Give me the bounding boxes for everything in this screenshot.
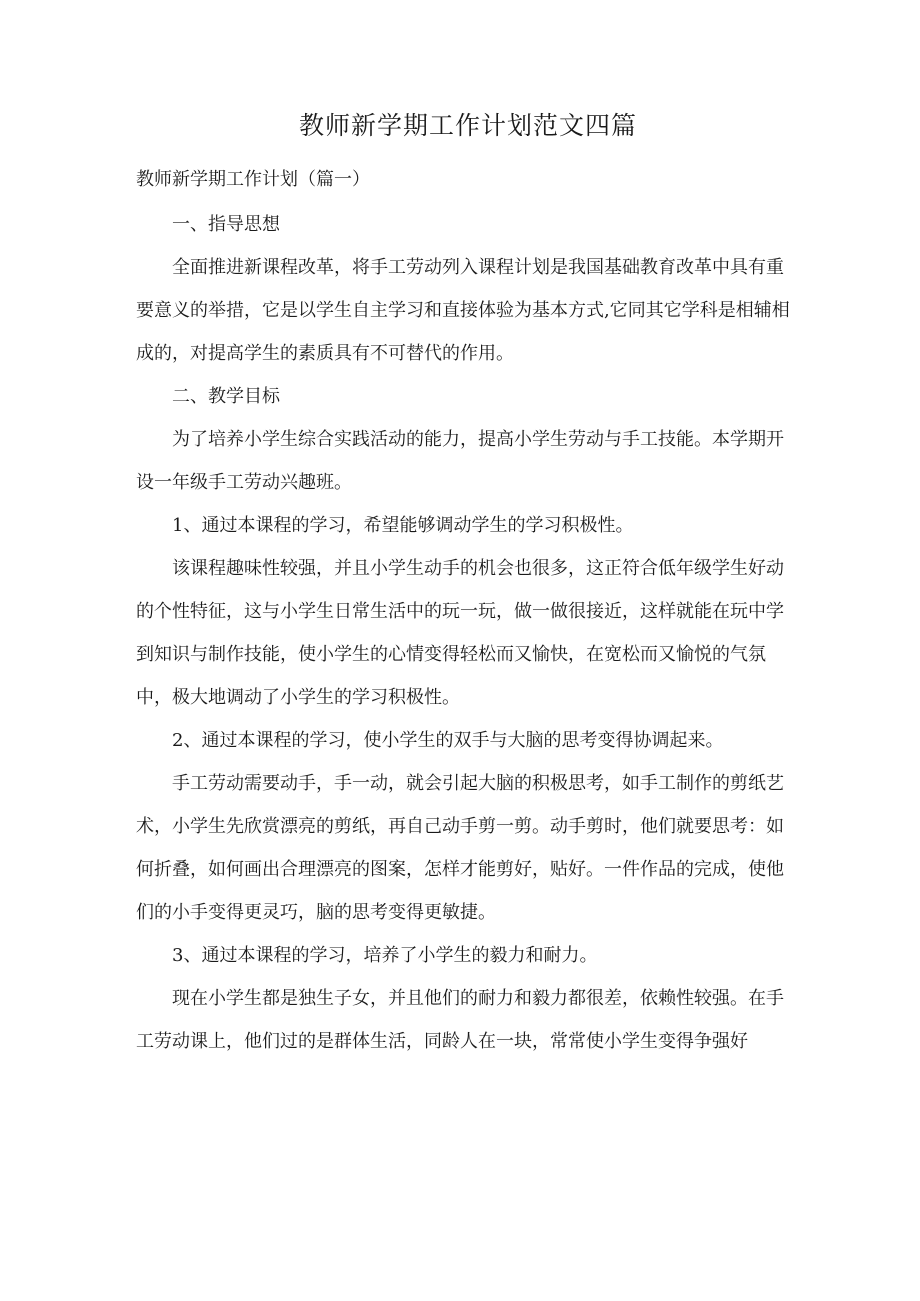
section-heading: 一、指导思想	[172, 214, 280, 235]
paragraph: 该课程趣味性较强，并且小学生动手的机会也很多，这正符合低年级学生好动的个性特征，这与小学生日常生活中的玩一玩，做一做很接近，这样就能在玩中学到知识与制作技能，使小学生的心情变得轻松而又愉快，在宽松而又愉悦的气氛中，极大地调动了小学生的学习积极性。	[136, 558, 784, 708]
document-title: 教师新学期工作计划范文四篇	[298, 111, 637, 140]
paragraph: 为了培养小学生综合实践活动的能力，提高小学生劳动与手工技能。本学期开设一年级手工劳动兴趣班。	[136, 429, 784, 493]
numbered-heading: 2、通过本课程的学习，使小学生的双手与大脑的思考变得协调起来。	[172, 730, 724, 751]
paragraph: 手工劳动需要动手，手一动，就会引起大脑的积极思考，如手工制作的剪纸艺术，小学生先欣赏漂亮的剪纸，再自己动手剪一剪。动手剪时，他们就要思考：如何折叠，如何画出合理漂亮的图案，怎样才能剪好，贴好。一件作品的完成，使他们的小手变得更灵巧，脑的思考变得更敏捷。	[136, 773, 784, 923]
paragraph: 全面推进新课程改革，将手工劳动列入课程计划是我国基础教育改革中具有重要意义的举措，它是以学生自主学习和直接体验为基本方式,它同其它学科是相辅相成的，对提高学生的素质具有不可替代的作用。	[136, 257, 790, 364]
numbered-heading: 1、通过本课程的学习，希望能够调动学生的学习积极性。	[172, 515, 634, 536]
paragraph: 现在小学生都是独生子女，并且他们的耐力和毅力都很差，依赖性较强。在手工劳动课上，他们过的是群体生活，同龄人在一块，常常使小学生变得争强好	[136, 988, 784, 1052]
document-subtitle: 教师新学期工作计划（篇一）	[136, 169, 370, 190]
document-body	[136, 108, 800, 1063]
section-heading: 二、教学目标	[172, 386, 280, 407]
numbered-heading: 3、通过本课程的学习，培养了小学生的毅力和耐力。	[172, 945, 598, 966]
